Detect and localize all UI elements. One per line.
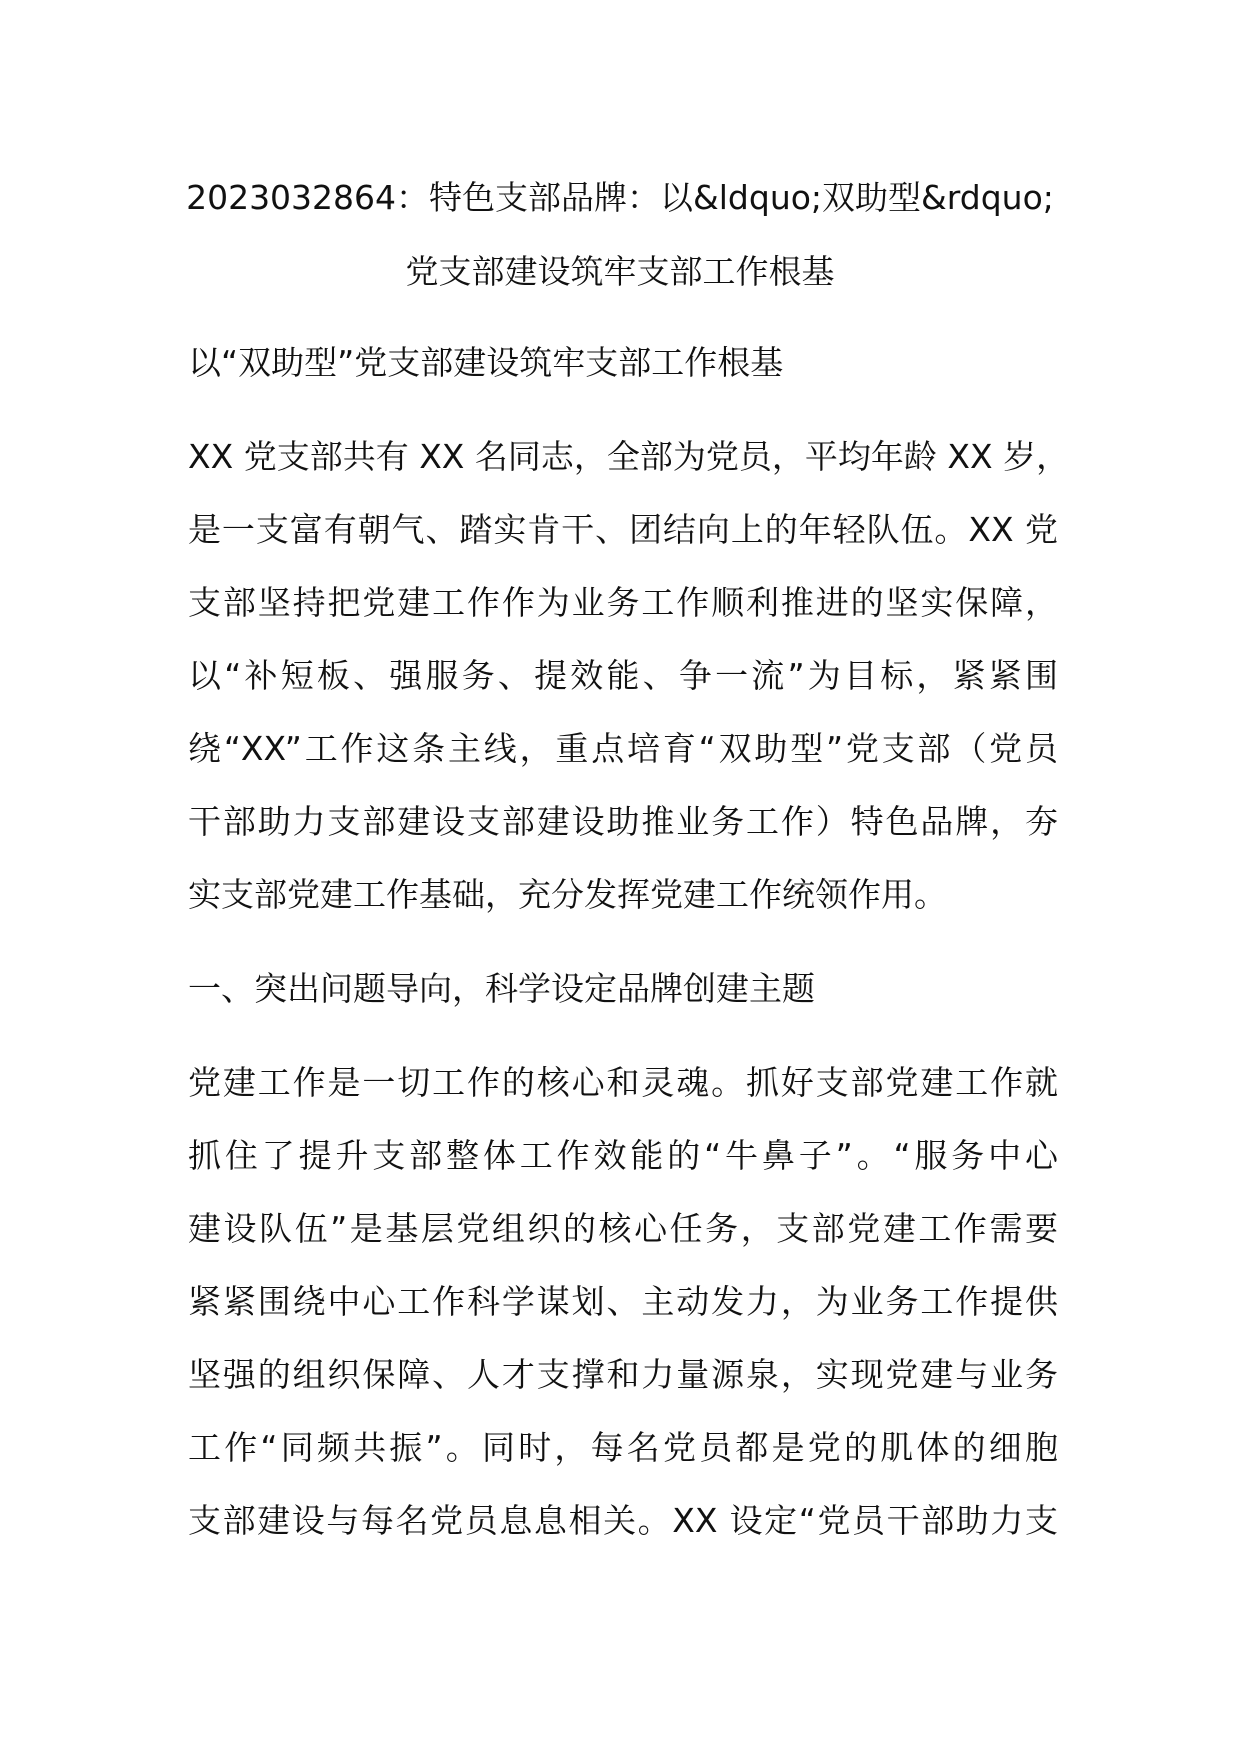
paragraph-line: 党建工作是一切工作的核心和灵魂。抓好支部党建工作就 — [188, 1063, 1058, 1102]
paragraph-line: 支部坚持把党建工作作为业务工作顺利推进的坚实保障， — [188, 583, 1058, 622]
section-heading: 一、突出问题导向，科学设定品牌创建主题 — [188, 969, 815, 1008]
paragraph-line: 以“补短板、强服务、提效能、争一流”为目标，紧紧围 — [188, 656, 1058, 695]
paragraph-line: 紧紧围绕中心工作科学谋划、主动发力，为业务工作提供 — [188, 1282, 1058, 1321]
paragraph-line: 建设队伍”是基层党组织的核心任务，支部党建工作需要 — [188, 1209, 1058, 1248]
paragraph-line: 抓住了提升支部整体工作效能的“牛鼻子”。“服务中心 — [188, 1136, 1058, 1175]
document-subtitle: 以“双助型”党支部建设筑牢支部工作根基 — [188, 343, 784, 382]
paragraph-line: 实支部党建工作基础，充分发挥党建工作统领作用。 — [188, 875, 947, 914]
paragraph-line: 坚强的组织保障、人才支撑和力量源泉，实现党建与业务 — [188, 1355, 1058, 1394]
paragraph-line: 工作“同频共振”。同时，每名党员都是党的肌体的细胞 — [188, 1428, 1058, 1467]
paragraph-line: 支部建设与每名党员息息相关。XX 设定“党员干部助力支 — [188, 1501, 1058, 1540]
paragraph-line: 是一支富有朝气、踏实肯干、团结向上的年轻队伍。XX 党 — [188, 510, 1058, 549]
document-title-line-1: 2023032864：特色支部品牌：以&ldquo;双助型&rdquo; — [186, 178, 1054, 217]
paragraph-line: 干部助力支部建设支部建设助推业务工作）特色品牌，夯 — [188, 802, 1058, 841]
paragraph-line: 绕“XX”工作这条主线，重点培育“双助型”党支部（党员 — [188, 729, 1058, 768]
document-title-line-2: 党支部建设筑牢支部工作根基 — [405, 252, 835, 291]
paragraph-line: XX 党支部共有 XX 名同志，全部为党员，平均年龄 XX 岁， — [188, 437, 1070, 476]
